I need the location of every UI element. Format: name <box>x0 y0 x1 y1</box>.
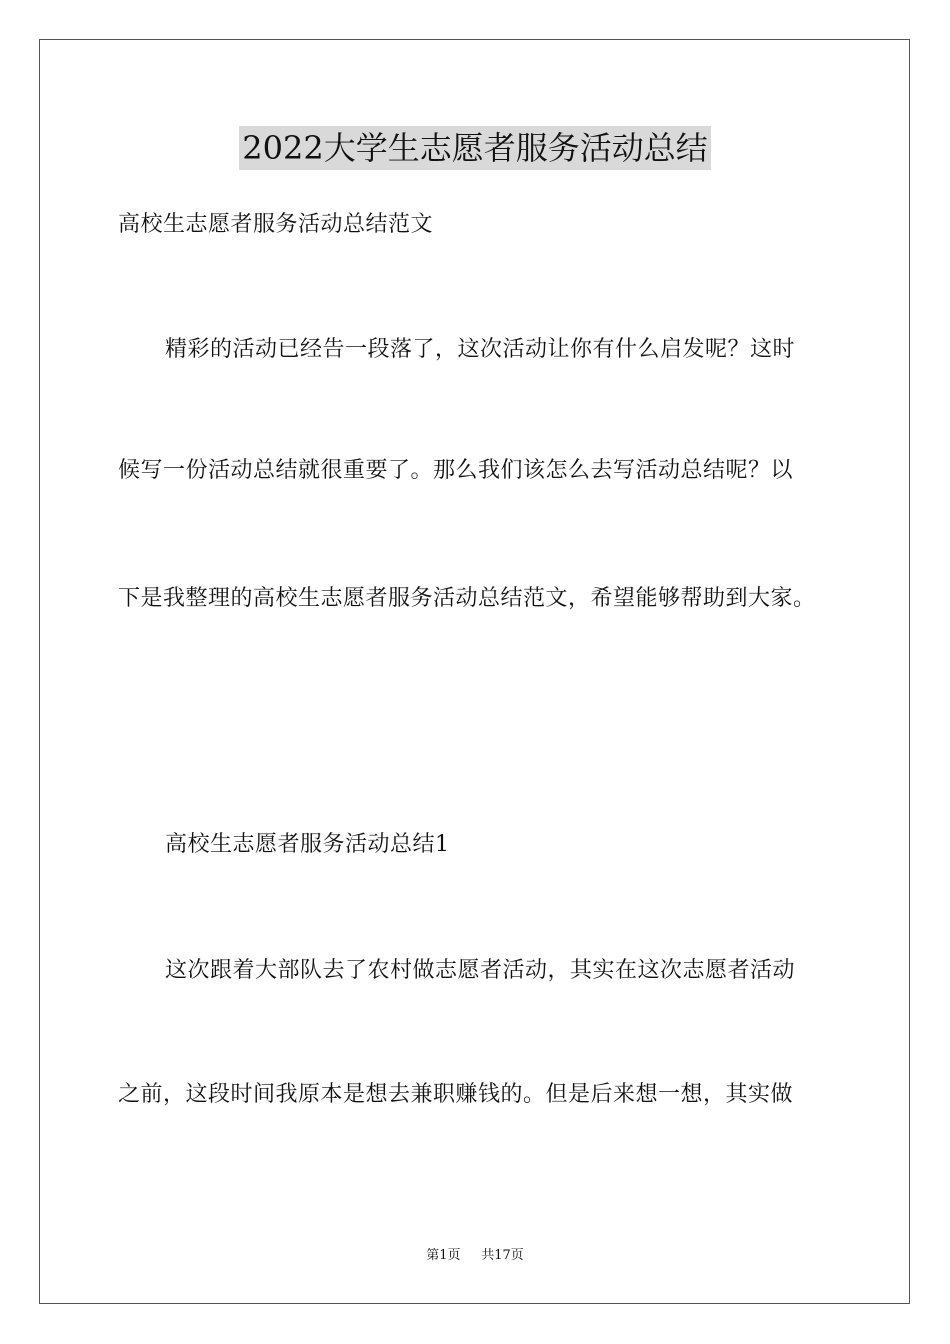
intro-line-1: 精彩的活动已经告一段落了，这次活动让你有什么启发呢？这时 <box>165 337 796 362</box>
intro-line-3: 下是我整理的高校生志愿者服务活动总结范文，希望能够帮助到大家。 <box>118 586 816 611</box>
body-line-2: 之前，这段时间我原本是想去兼职赚钱的。但是后来想一想，其实做 <box>118 1082 794 1107</box>
page-total: 共17页 <box>481 1248 524 1263</box>
body-line-1: 这次跟着大部队去了农村做志愿者活动，其实在这次志愿者活动 <box>165 958 796 983</box>
document-title: 2022大学生志愿者服务活动总结 <box>0 126 950 170</box>
document-subtitle: 高校生志愿者服务活动总结范文 <box>118 212 434 237</box>
intro-line-2: 候写一份活动总结就很重要了。那么我们该怎么去写活动总结呢？以 <box>118 458 794 483</box>
page-footer <box>0 1247 950 1265</box>
section-heading: 高校生志愿者服务活动总结1 <box>165 832 450 857</box>
page-number: 第1页 <box>426 1248 461 1263</box>
